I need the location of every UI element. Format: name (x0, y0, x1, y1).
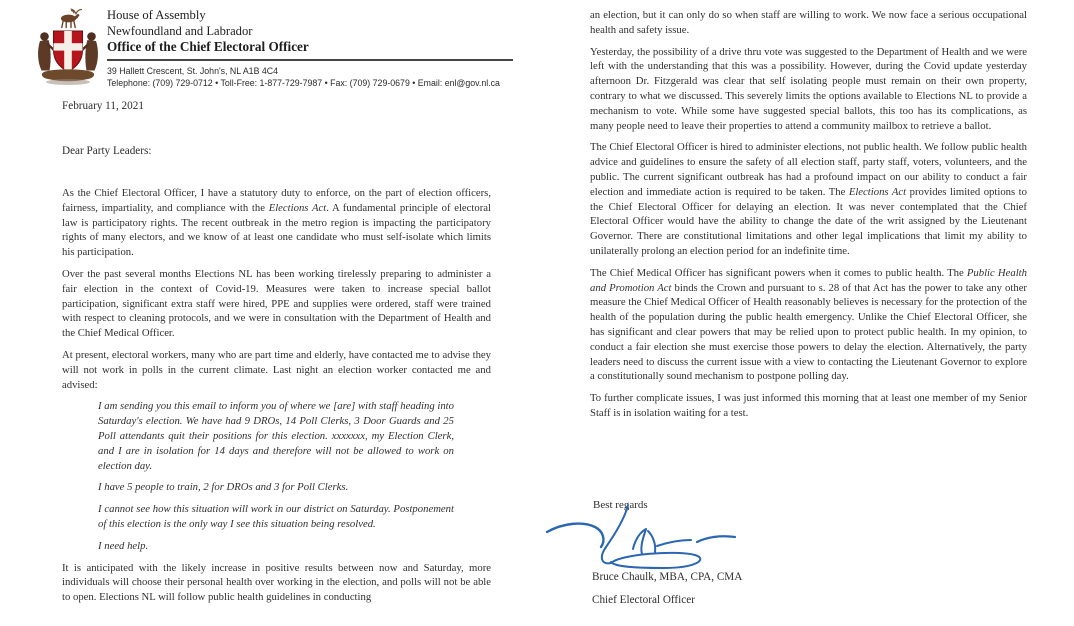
text-segment: Elections Act (848, 185, 907, 198)
letter-page-2 (537, 0, 1074, 626)
text-segment: The Chief Electoral Officer is hired to administer elections, not public health. We follow public health advice and guidelines to ensure the safety of all election staff, party staff, voters, volunteers, and the public. The current significant outbreak has had a profound impact on our ability to conduct a fair election and immediate action is required to be taken. The (590, 141, 1027, 198)
signature-strokes (547, 505, 735, 568)
text-segment: At present, electoral workers, many who are part time and elderly, have contacted me to advise they will not work in polls in the current climate. Last night an election worker contacted me and advised: (62, 348, 491, 391)
quoted-email-paragraph (98, 480, 454, 495)
text-segment: I need help. (98, 539, 149, 552)
letter-paragraph (590, 8, 1027, 38)
signatory-title: Chief Electoral Officer (592, 594, 695, 606)
text-segment: Public Health and Promotion Act (590, 266, 1027, 294)
crest-shield (54, 31, 83, 72)
text-segment: I am sending you this email to inform you of where we [are] with staff heading into Saturday's election. We have had 9 DROs, 14 Poll Clerks, 3 Door Guards and 25 Poll attendants quit their positions for this election. xxxxxxx, my Election Clerk, and I are in isolation for 14 days and therefore will not be allowed to work on election day. (98, 400, 454, 472)
text-segment: Yesterday, the possibility of a drive thru vote was suggested to the Department of Health and we were left with the understanding that this was a possibility. However, during the Covid update yesterday afternoon Dr. Fitzgerald was clear that self isolating people must remain on their own property, contrary to what we discussed. This severely limits the options available to Elections NL to provide a mechanism to vote. While some have suggested special ballots, this too has its complications, as many people need to leave their properties to attend a community mailbox to retrieve a ballot. (590, 45, 1027, 132)
crest-supporter-right (82, 32, 98, 70)
text-segment: Elections Act (268, 201, 327, 214)
letterhead-divider (107, 59, 513, 62)
letterhead-text (107, 8, 517, 89)
letter-date: February 11, 2021 (62, 100, 144, 112)
text-segment: an election, but it can only do so when staff are willing to work. We now face a serious occupational health and safety issue. (590, 9, 1027, 36)
letter-paragraph (62, 561, 491, 605)
closing-phrase: Best regards (593, 499, 648, 511)
text-segment: It is anticipated with the likely increase in positive results between now and Saturday, more individuals will choose their personal health over working in the election, and polls will not be able to open. Elections NL will follow public health guidelines in conducting (62, 561, 491, 604)
text-segment: As the Chief Electoral Officer, I have a statutory duty to enforce, on the part of election officers, fairness, impartiality, and compliance with the (62, 187, 491, 214)
text-segment: I have 5 people to train, 2 for DROs and 3 for Poll Clerks. (98, 481, 349, 494)
letterhead-org-line-1: House of Assembly (107, 8, 206, 22)
letter-paragraph (590, 45, 1027, 134)
salutation: Dear Party Leaders: (62, 145, 152, 157)
letter-paragraph (62, 267, 491, 341)
text-segment: binds the Crown and pursuant to s. 28 of that Act has the power to take any other measure the Chief Medical Officer of Health reasonably believes is necessary for the protection of the health of the population during the public health emergency. Unlike the Chief Electoral Officer, she has significant and clear powers that may be relied upon to protect public health. In my opinion, to conduct a fair election she must exercise those powers to delay the election. Alternatively, the party leaders need to discuss the current issue with a view to contacting the Lieutenant Governor to explore a constitutionally sound mechanism to postpone polling day. (590, 281, 1027, 383)
text-segment: To further complicate issues, I was just informed this morning that at least one member of my Senior Staff is in isolation waiting for a test. (590, 392, 1027, 419)
letter-paragraph (590, 391, 1027, 421)
coat-of-arms-logo (30, 6, 106, 90)
text-segment: provides limited options to the Chief Electoral Officer for delaying an election. It was never contemplated that the Chief Electoral Officer would have the ability to change the date of the writ assigned by the Lieutenant Governor. There are constitutional limitations and other legal implications that limit my ability to unilaterally prolong an election period for an indefinite time. (590, 185, 1027, 257)
letterhead-office-title: Office of the Chief Electoral Officer (107, 39, 309, 54)
crest-elk (61, 9, 82, 28)
letter-body-page-2 (590, 8, 1027, 428)
quoted-email-paragraph (98, 502, 454, 532)
letter-paragraph (62, 348, 491, 392)
letter-paragraph (590, 140, 1027, 258)
letter-paragraph (590, 266, 1027, 384)
letter-paragraph (62, 186, 491, 260)
letterhead-contact-line: Telephone: (709) 729-0712 • Toll-Free: 1-877-729-7987 • Fax: (709) 729-0679 • Email: enl@gov.nl.ca (107, 77, 500, 88)
letterhead-address: 39 Hallett Crescent, St. John's, NL A1B 4C4 (107, 66, 279, 76)
text-segment: . A fundamental principle of electoral law is participatory rights. The recent outbreak in the metro region is impacting the participatory rights of many electors, and we know of at least one candidate who must self-isolate which limits his participation. (62, 201, 491, 259)
text-segment: Over the past several months Elections NL has been working tirelessly preparing to administer a fair election in the context of Covid-19. Measures were taken to increase special ballot participation, significant extra staff were hired, PPE and supplies were ordered, staff were trained with respect to cleaning protocols, and we were in consultation with the Department of Health and the Chief Medical Officer. (62, 267, 491, 340)
handwritten-signature (545, 502, 750, 580)
crest-supporter-left (38, 32, 54, 70)
letter-body-page-1 (62, 186, 491, 612)
quoted-email-paragraph (98, 539, 454, 554)
quoted-email-paragraph (98, 399, 454, 473)
signatory-name: Bruce Chaulk, MBA, CPA, CMA (592, 571, 743, 583)
text-segment: The Chief Medical Officer has significant powers when it comes to public health. The (590, 266, 967, 279)
letterhead-org-line-2: Newfoundland and Labrador (107, 23, 253, 38)
crest-base (42, 69, 94, 85)
text-segment: I cannot see how this situation will work in our district on Saturday. Postponement of this election is the only way I see this situation being resolved. (98, 503, 454, 530)
